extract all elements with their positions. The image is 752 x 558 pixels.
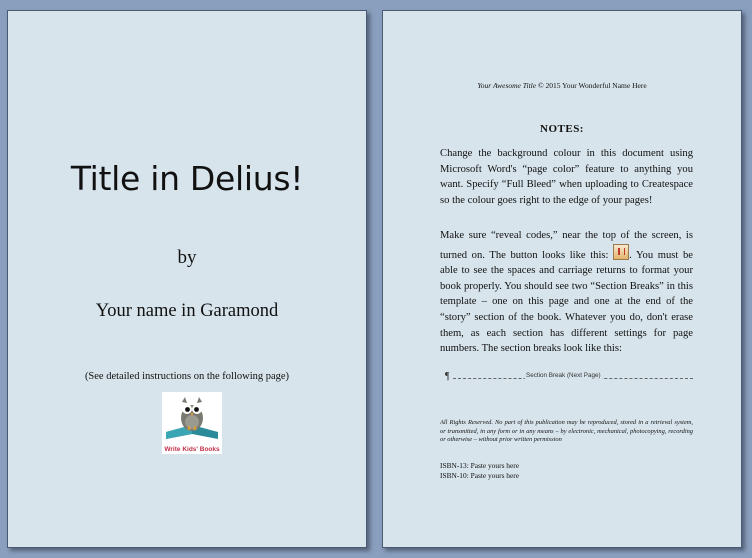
notes-paragraph-2-part-2: . You must be able to see the spaces and carriage returns to format your book properly. You should see two “Section Breaks” in this template – one on this page and one at the end of the “story” section of the book. Whatever you do, don't erase them, as each section has different settings for page numbers. The section breaks look like this: — [440, 249, 693, 355]
page-header — [383, 81, 741, 90]
pilcrow-button-icon — [613, 244, 629, 260]
isbn-10: ISBN-10: Paste yours here — [440, 471, 520, 480]
header-title: Your Awesome Title — [477, 81, 537, 90]
instructions-note: (See detailed instructions on the following page) — [84, 371, 290, 382]
section-break-label: Section Break (Next Page) — [526, 372, 601, 379]
author-line: Your name in Garamond — [95, 301, 279, 321]
section-break — [445, 373, 693, 383]
notes-paragraph-2 — [440, 228, 693, 357]
isbn-13: ISBN-13: Paste yours here — [440, 461, 520, 470]
pilcrow-icon: ¶ — [445, 371, 450, 382]
logo — [162, 392, 222, 454]
owl-book-icon — [162, 392, 222, 446]
left-page — [7, 10, 367, 548]
notes-paragraph-2-part-1: Make sure “reveal codes,” near the top of the screen, is turned on. The button looks like this: — [440, 230, 693, 261]
rights-statement: All Rights Reserved. No part of this publication may be reproduced, stored in a retrieval system, or transmitted, in any form or in any means – by electronic, mechanical, photocopying, recording or otherwise – without prior written permission — [440, 419, 693, 444]
logo-text: Write Kids' Books — [164, 446, 220, 453]
header-copyright: © 2015 Your Wonderful Name Here — [536, 81, 647, 90]
notes-paragraph-1: Change the background colour in this document using Microsoft Word's “page color” feature to anything you want. Specify “Full Bleed” when uploading to Createspace so the colour goes right to the edge of your pages! — [440, 148, 693, 206]
book-title: Title in Delius! — [70, 159, 304, 198]
notes-heading: NOTES: — [540, 123, 584, 135]
by-line: by — [177, 247, 197, 268]
right-page — [382, 10, 742, 548]
